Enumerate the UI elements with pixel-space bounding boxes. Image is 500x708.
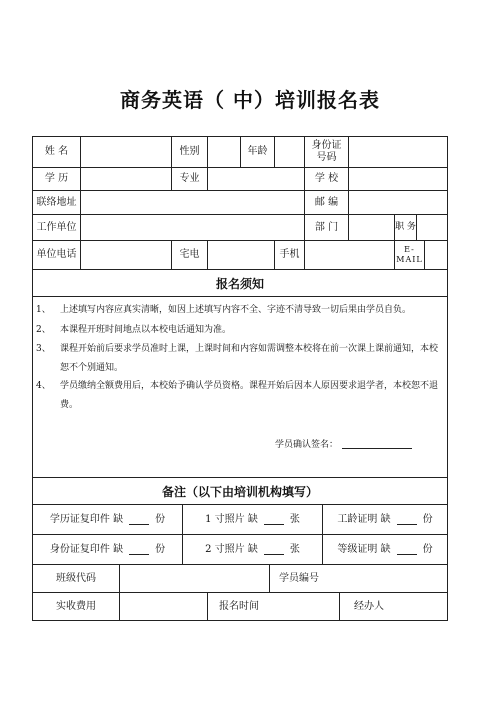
remark-item [183,505,323,535]
student-number-field[interactable] [328,565,447,593]
remark-blank-line[interactable] [129,515,149,525]
remark-unit: 张 [289,513,300,525]
remark-item [183,535,323,565]
education-label: 学 历 [33,168,81,191]
student-number-label: 学员编号 [270,565,328,593]
notice-item-3 [36,340,441,380]
school-label: 学 校 [305,168,349,191]
name-label: 姓 名 [33,137,81,168]
remark-diploma-copy-label: 学历证复印件 缺 [49,513,124,525]
remark-blank-line[interactable] [264,515,284,525]
remark-id-copy-label: 身份证复印件 缺 [49,543,124,555]
home-phone-label: 宅电 [172,241,208,269]
handler-field[interactable] [398,593,447,620]
registration-time-field[interactable] [270,593,340,620]
age-label: 年龄 [241,137,275,168]
position-field[interactable] [417,215,447,241]
school-field[interactable] [349,168,447,191]
signature-label: 学员确认签名： [275,440,339,450]
remarks-table [33,505,447,620]
work-phone-label: 单位电话 [33,241,81,269]
major-label: 专业 [172,168,208,191]
department-field[interactable] [349,215,395,241]
remark-item [33,535,183,565]
remark-blank-line[interactable] [397,515,417,525]
address-label: 联络地址 [33,191,81,215]
remark-item [323,505,447,535]
mobile-label: 手机 [275,241,305,269]
class-code-label: 班级代码 [33,565,120,593]
position-label: 职 务 [395,215,417,241]
notice-item-4-number: 4、 [36,381,51,391]
notice-item-2-text: 本课程开班时间地点以本校电话通知为准。 [60,325,232,335]
name-field[interactable] [81,137,172,168]
remark-unit: 张 [289,543,300,555]
id-number-label-line1: 身份证 [311,140,342,151]
major-field[interactable] [208,168,305,191]
id-number-field[interactable] [349,137,447,168]
remark-unit: 份 [422,543,433,555]
gender-field[interactable] [208,137,241,168]
workplace-label: 工作单位 [33,215,81,241]
remark-blank-line[interactable] [129,545,149,555]
email-label: E-MAIL [395,241,425,269]
remark-blank-line[interactable] [264,545,284,555]
notice-item-2 [36,321,441,341]
remark-2inch-photo-label: 2 寸照片 缺 [205,543,258,555]
gender-label: 性别 [172,137,208,168]
remark-unit: 份 [155,513,166,525]
notice-item-3-text: 课程开始前后要求学员准时上课，上课时间和内容如需调整本校将在前一次课上课前通知，本校恕不个别通知。 [60,344,439,373]
remark-unit: 份 [422,513,433,525]
remark-item [33,505,183,535]
postcode-field[interactable] [349,191,447,215]
home-phone-field[interactable] [208,241,275,269]
fee-field[interactable] [120,593,208,620]
mobile-field[interactable] [305,241,395,269]
workplace-field[interactable] [81,215,305,241]
id-number-label [305,137,349,168]
remark-unit: 份 [155,543,166,555]
class-code-field[interactable] [120,565,270,593]
remark-item [323,535,447,565]
notice-item-4-text: 学员缴纳全额费用后，本校始予确认学员资格。课程开始后因本人原因要求退学者，本校恕不退费。 [60,381,439,410]
signature-line[interactable] [342,448,412,449]
age-field[interactable] [275,137,305,168]
fee-label: 实收费用 [33,593,120,620]
handler-label: 经办人 [354,600,384,612]
work-phone-field[interactable] [81,241,172,269]
notice-item-4 [36,377,441,410]
postcode-label: 邮 编 [305,191,349,215]
address-field[interactable] [81,191,305,215]
registration-table [32,136,448,270]
remark-level-cert-label: 等级证明 缺 [337,543,391,555]
notice-item-3-number: 3、 [36,344,51,354]
notice-item-2-number: 2、 [36,325,51,335]
notice-item-1-text: 上述填写内容应真实清晰，如因上述填写内容不全、字迹不清导致一切后果由学员自负。 [60,305,412,315]
remark-blank-line[interactable] [397,545,417,555]
education-field[interactable] [81,168,172,191]
registration-time-label: 报名时间 [219,600,259,612]
department-label: 部 门 [305,215,349,241]
notice-title: 报名须知 [32,270,448,297]
remark-1inch-photo-label: 1 寸照片 缺 [205,513,258,525]
email-field[interactable] [425,241,447,269]
notice-item-1 [36,301,441,321]
remarks-title: 备注（以下由培训机构填写） [32,478,448,505]
page-title: 商务英语（ 中）培训报名表 [120,88,380,112]
id-number-label-line2: 号码 [316,152,337,163]
notice-item-1-number: 1、 [36,305,51,315]
remark-seniority-cert-label: 工龄证明 缺 [337,513,391,525]
